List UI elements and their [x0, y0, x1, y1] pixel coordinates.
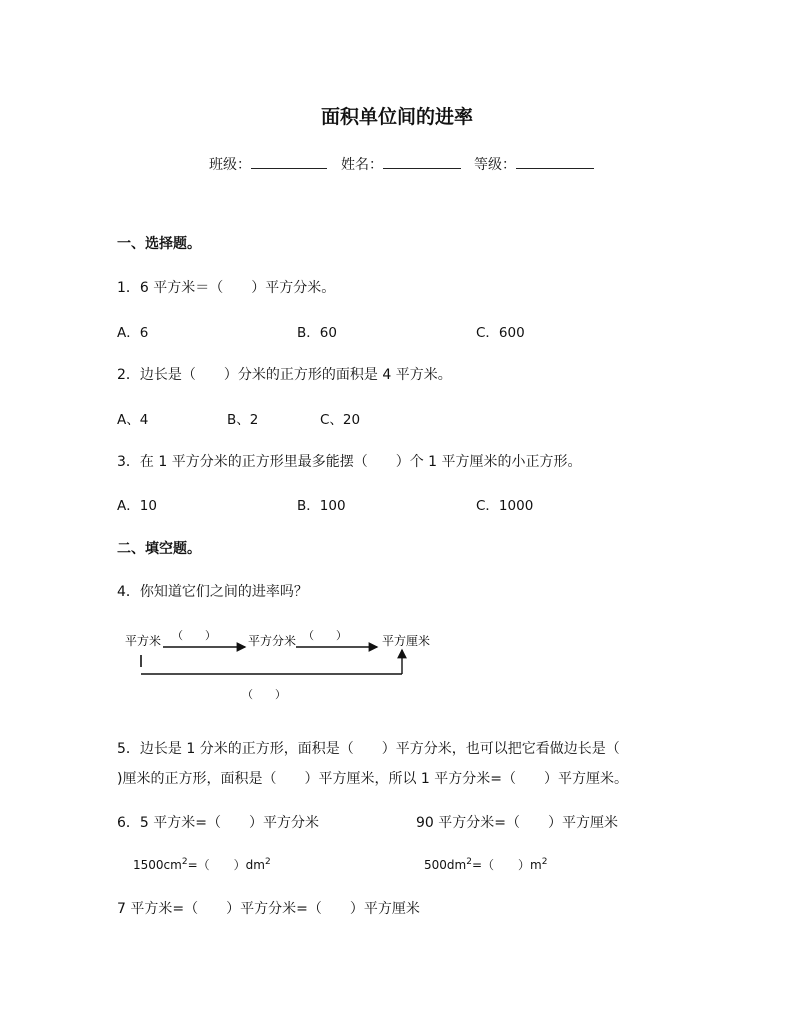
name-blank[interactable] [383, 154, 461, 169]
question-2: 2．边长是（ ）分米的正方形的面积是 4 平方米。 [117, 367, 452, 383]
q6d-value: 500dm [424, 858, 467, 872]
name-field [341, 154, 461, 174]
q6c-rest: =（ ）dm [187, 858, 265, 872]
unit-conversion-diagram [120, 624, 450, 708]
unit-square-decimeter: 平方分米 [248, 634, 297, 648]
unit-square-meter: 平方米 [125, 634, 162, 648]
q2-option-a[interactable]: A、4 [117, 412, 149, 428]
question-6-c [133, 856, 271, 873]
q2-option-b[interactable]: B、2 [227, 412, 259, 428]
question-4: 4．你知道它们之间的进率吗？ [117, 584, 308, 600]
grade-field [474, 154, 594, 174]
grade-label: 等级： [474, 157, 516, 173]
rate-blank-2[interactable]: （ ） [303, 629, 347, 642]
class-label: 班级： [209, 157, 251, 173]
q6d-sup-1: 2 [466, 857, 472, 867]
class-blank[interactable] [251, 154, 327, 169]
q6d-rest: =（ ）m [471, 858, 542, 872]
unit-square-centimeter: 平方厘米 [382, 634, 431, 648]
q3-option-a[interactable]: A．10 [117, 498, 157, 514]
q1-option-a[interactable]: A．6 [117, 325, 149, 341]
question-6-a: 6．5 平方米=（ ）平方分米 [117, 815, 319, 831]
q6c-sup-2: 2 [264, 857, 271, 867]
question-5-line-1: 5．边长是 1 分米的正方形，面积是（ ）平方分米，也可以把它看做边长是（ [117, 741, 620, 757]
name-label: 姓名： [341, 157, 383, 173]
q6c-sup-1: 2 [181, 857, 188, 867]
page-title: 面积单位间的进率 [320, 106, 473, 128]
q2-option-c[interactable]: C、20 [320, 412, 361, 428]
rate-blank-3[interactable]: （ ） [242, 688, 286, 701]
q6c-value: 1500cm [133, 858, 182, 872]
question-1: 1．6 平方米＝（ ）平方分米。 [117, 280, 336, 296]
q6d-sup-2: 2 [541, 857, 548, 867]
q3-option-c[interactable]: C．1000 [476, 498, 534, 514]
question-5-line-2: )厘米的正方形，面积是（ ）平方厘米，所以 1 平方分米=（ ）平方厘米。 [117, 771, 628, 787]
class-field [209, 154, 327, 174]
q1-option-b[interactable]: B．60 [297, 325, 337, 341]
q3-option-b[interactable]: B．100 [297, 498, 346, 514]
question-6-d [424, 856, 547, 873]
question-6-e: 7 平方米=（ ）平方分米=（ ）平方厘米 [117, 901, 420, 917]
rate-blank-1[interactable]: （ ） [172, 629, 216, 642]
grade-blank[interactable] [516, 154, 594, 169]
section1-title: 一、选择题。 [117, 236, 201, 252]
section2-title: 二、填空题。 [117, 541, 201, 557]
question-6-b: 90 平方分米=（ ）平方厘米 [416, 815, 618, 831]
q1-option-c[interactable]: C．600 [476, 325, 525, 341]
question-3: 3．在 1 平方分米的正方形里最多能摆（ ）个 1 平方厘米的小正方形。 [117, 454, 582, 470]
